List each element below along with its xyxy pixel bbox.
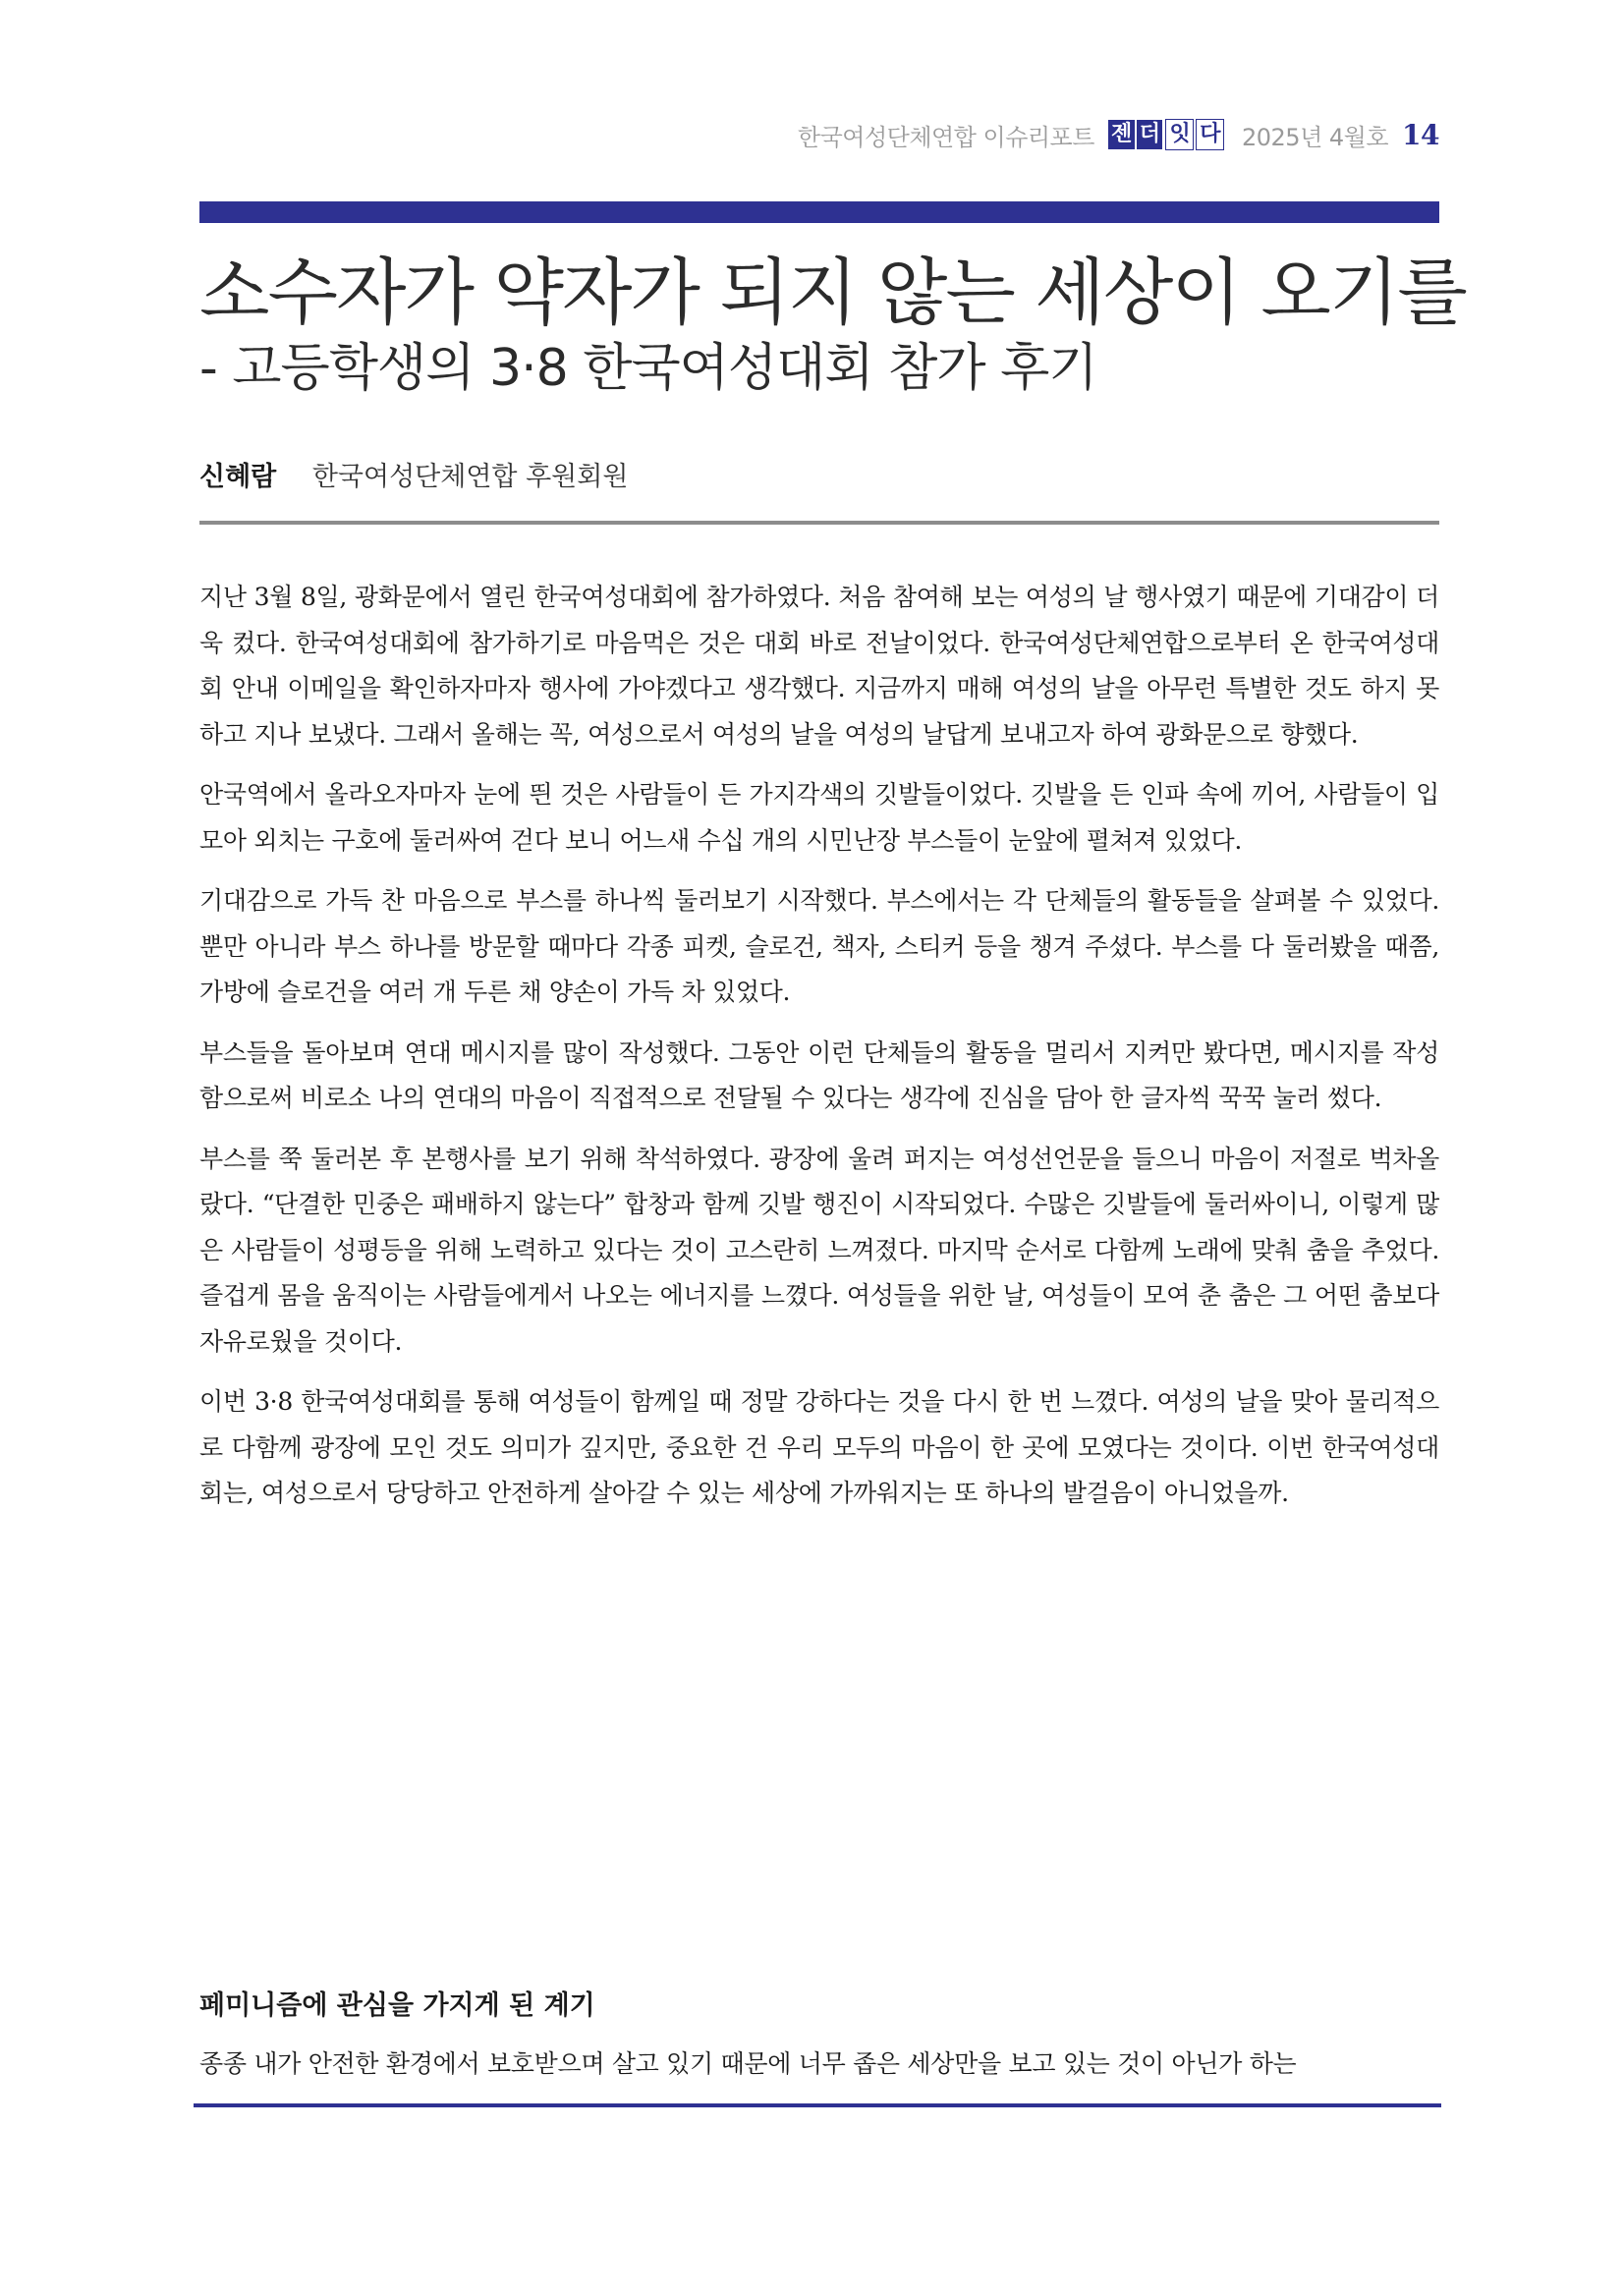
brand-char-4: 다 <box>1196 119 1224 150</box>
paragraph-1: 지난 3월 8일, 광화문에서 열린 한국여성대회에 참가하였다. 처음 참여해 보는 여성의 날 행사였기 때문에 기대감이 더욱 컸다. 한국여성대회에 참가하기로 마음먹은 것은 대회 바로 전날이었다. 한국여성단체연합으로부터 온 한국여성대회 안내 이메일을 확인하자마자 행사에 가야겠다고 생각했다. 지금까지 매해 여성의 날을 아무런 특별한 것도 하지 못하고 지나 보냈다. 그래서 올해는 꼭, 여성으로서 여성의 날을 여성의 날답게 보내고자 하여 광화문으로 향했다. <box>199 583 1439 749</box>
brand-logo <box>1108 119 1224 150</box>
author-affiliation: 한국여성단체연합 후원회원 <box>311 462 629 492</box>
page-number: 14 <box>1402 118 1439 151</box>
byline <box>199 458 628 497</box>
header-org: 한국여성단체연합 이슈리포트 <box>797 123 1094 151</box>
paragraph-5: 부스를 쭉 둘러본 후 본행사를 보기 위해 착석하였다. 광장에 울려 퍼지는 여성선언문을 들으니 마음이 저절로 벅차올랐다. “단결한 민중은 패배하지 않는다” 합창과 함께 깃발 행진이 시작되었다. 수많은 깃발들에 둘러싸이니, 이렇게 많은 사람들이 성평등을 위해 노력하고 있다는 것이 고스란히 느껴졌다. 마지막 순서로 다함께 노래에 맞춰 춤을 추었다. 즐겁게 몸을 움직이는 사람들에게서 나오는 에너지를 느꼈다. 여성들을 위한 날, 여성들이 모여 춘 춤은 그 어떤 춤보다 자유로웠을 것이다. <box>199 1144 1439 1356</box>
article-subtitle: - 고등학생의 3·8 한국여성대회 참가 후기 <box>199 339 1097 398</box>
article-body <box>199 575 1439 1532</box>
article-title: 소수자가 약자가 되지 않는 세상이 오기를 <box>199 251 1466 335</box>
header-issue: 2025년 4월호 <box>1242 123 1389 151</box>
section-first-line: 종종 내가 안전한 환경에서 보호받으며 살고 있기 때문에 너무 좁은 세상만을 보고 있는 것이 아닌가 하는 <box>199 2049 1297 2078</box>
paragraph-4: 부스들을 돌아보며 연대 메시지를 많이 작성했다. 그동안 이런 단체들의 활동을 멀리서 지켜만 봤다면, 메시지를 작성함으로써 비로소 나의 연대의 마음이 직접적으로 전달될 수 있다는 생각에 진심을 담아 한 글자씩 꾹꾹 눌러 썼다. <box>199 1037 1439 1112</box>
section-heading: 페미니즘에 관심을 가지게 된 계기 <box>199 1990 595 2021</box>
title-top-rule <box>199 201 1439 223</box>
paragraph-2: 안국역에서 올라오자마자 눈에 띈 것은 사람들이 든 가지각색의 깃발들이었다. 깃발을 든 인파 속에 끼어, 사람들이 입 모아 외치는 구호에 둘러싸여 걷다 보니 어느새 수십 개의 시민난장 부스들이 눈앞에 펼쳐져 있었다. <box>199 780 1439 855</box>
paragraph-3: 기대감으로 가득 찬 마음으로 부스를 하나씩 둘러보기 시작했다. 부스에서는 각 단체들의 활동들을 살펴볼 수 있었다. 뿐만 아니라 부스 하나를 방문할 때마다 각종 피켓, 슬로건, 책자, 스티커 등을 챙겨 주셨다. 부스를 다 둘러봤을 때쯤, 가방에 슬로건을 여러 개 두른 채 양손이 가득 차 있었다. <box>199 886 1439 1006</box>
brand-char-2: 더 <box>1137 120 1163 149</box>
footer-rule <box>194 2103 1441 2107</box>
running-header <box>0 115 1439 154</box>
author-name: 신혜람 <box>199 462 277 492</box>
brand-char-3: 잇 <box>1165 119 1194 150</box>
byline-rule <box>199 521 1439 525</box>
paragraph-6: 이번 3·8 한국여성대회를 통해 여성들이 함께일 때 정말 강하다는 것을 다시 한 번 느꼈다. 여성의 날을 맞아 물리적으로 다함께 광장에 모인 것도 의미가 깊지만, 중요한 건 우리 모두의 마음이 한 곳에 모였다는 것이다. 이번 한국여성대회는, 여성으로서 당당하고 안전하게 살아갈 수 있는 세상에 가까워지는 또 하나의 발걸음이 아니었을까. <box>199 1387 1439 1507</box>
brand-char-1: 젠 <box>1108 120 1135 149</box>
